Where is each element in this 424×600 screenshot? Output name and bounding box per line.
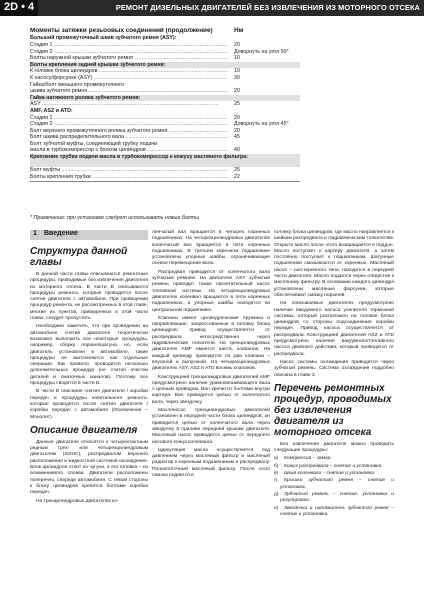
- list-marker: б): [274, 463, 279, 469]
- torque-row-label: К насосу/форсунке (ASY) .....: [30, 75, 228, 82]
- section-title: Введение: [44, 230, 78, 237]
- torque-row-label: Болт зубчатой муфты, соединяющей трубку подачи: [30, 140, 158, 147]
- torque-table-row: [30, 121, 300, 128]
- torque-table-row: [30, 174, 300, 181]
- torque-table-row: [30, 147, 300, 154]
- paragraph: Циркуляция масла осуществляется под давлением через масляный фильтр и масляный радиатор к коренным подшипникам и распредвалу. Полнопоточный масляный фильтр. После этого смазка подается в: [152, 447, 270, 478]
- torque-table-row: [30, 154, 300, 167]
- torque-table-row: [30, 167, 300, 174]
- paragraph: Масляносос трехцилиндровых двигателей установлен в передней части блока цилиндров; он приводится цепью от коленчатого вала через звездочку в приливе передней крышки двигателя. Масляный насос приводится цепью от переднего носового конца коленвала.: [152, 408, 270, 445]
- torque-row-label: шкива зубчатого ремня .....: [30, 88, 228, 95]
- procedure-list: [274, 456, 394, 518]
- torque-row-value: 25: [234, 167, 240, 174]
- torque-row-value: 45: [234, 134, 240, 141]
- torque-row-value: 20: [234, 127, 240, 134]
- torque-row-value: 20: [234, 41, 240, 48]
- paragraph: В данной части главы описываются ремонтные процедуры, проводимые без извлечения двигателя из моторного отсека. В части В описываются процедуры ремонта, которые проводятся после снятия двигателя с автомобиля. При проведении процедур ремонта, не рассмотренных в этой главе, многие из пунктов, приведенных в этой части главы, следует пропустить.: [30, 272, 148, 322]
- torque-row-label: Крепление трубки подачи масла в турбокомпрессор к кожуху масляного фильтра:: [30, 154, 248, 161]
- list-item: [274, 471, 394, 477]
- list-item: [274, 464, 394, 470]
- paragraph: На трехцилиндровых двигателях ко-: [36, 498, 119, 504]
- torque-table-row: [30, 49, 300, 56]
- torque-table-unit: Нм: [234, 27, 244, 34]
- paragraph: Необходимо заметить, что при проведении на автомобиле снятия двигателя теоретически возможно выполнить все некоторые процедуры, например, сборку поршня/шатуна, но, если двигатель установлен в автомобиле, такие процедуры не выполняются как отдельные операции. Как правило, проводится несколько дополнительных процедур (не считая очистки деталей и смазочных каналов). Поэтому все процедуры сводятся в части В.: [30, 324, 148, 387]
- torque-row-label: Стадия 1 .....: [30, 115, 228, 122]
- torque-row-value: Доворнуть на угол 45°: [234, 121, 289, 128]
- text-column-3: [274, 230, 394, 519]
- paragraph: Данные двигатели относятся к четырехтактным рядным трех- или четырехцилиндровым двигателям (SOHC), распредвалом верхнего расположения и жидкостной системой охлаждения. Блок цилиндров отлит из чугуна, а его головка – из алюминиевого сплава. Двигатели расположены поперечно, спереди автомобиля. С левой стороны к блоку цилиндров крепится болтами коробка передач.: [30, 439, 148, 496]
- torque-row-value: 40: [234, 147, 240, 154]
- torque-table-row: [30, 62, 300, 69]
- torque-row-label: Болт шкива распределительного вала .....: [30, 134, 228, 141]
- list-item-text: Кожух распредвала – снятие и установка.: [284, 463, 383, 469]
- table-note: * Примечание: при установке следует использовать новые болты: [30, 215, 199, 221]
- page-header: [0, 0, 424, 16]
- list-marker: г): [274, 478, 278, 484]
- text-column-1: [30, 230, 148, 507]
- torque-table-row: [30, 55, 300, 62]
- paragraph: Насос системы охлаждения приводится через зубчатый ремень. Система охлаждения подробно описана в главе 3.: [274, 359, 394, 378]
- torque-table: [30, 28, 300, 182]
- torque-row-label: Болт муфты .....: [30, 167, 228, 174]
- torque-table-row: [30, 101, 300, 108]
- torque-row-label: Стадия 1 .....: [30, 42, 228, 49]
- torque-table-row: [30, 128, 300, 135]
- list-marker: в): [274, 471, 279, 477]
- torque-table-row: [30, 35, 300, 42]
- heading-structure: Структура данной главы: [30, 246, 128, 268]
- paragraph: На описываемых двигателях предусмотрено наличие вакуумного насоса усилителя тормозной системы, который расположен на головке блока цилиндров со стороны подсоединения коробки передач. Привод насоса осуществляется от распредвала. Конструкцией двигателей ASZ и ATD предусмотрено наличие вакуумного/топливного насоса двойного действия, который приводится от распредвала.: [274, 301, 394, 357]
- torque-row-value: 20: [234, 88, 240, 95]
- paragraph: ленчатый вал вращается в четырех коренных подшипниках. На четырехцилиндровых двигателях коленчатый вал вращается в пяти коренных подшипниках. В третьем коренном подшипнике установлены упорные шайбы, ограничивающие осевое перемещение вала.: [152, 230, 270, 267]
- torque-table-row: [30, 95, 300, 102]
- torque-row-label: Болт верхнего промежуточного ролика зубчатого ремня .....: [30, 128, 228, 135]
- paragraph: Распредвал приводится от коленчатого вала зубчатым ремнем. На двигателе ASY зубчатый ремень приводит также нагнетательный насос топливной системы. На четырехцилиндровых двигателях коленвал вращается в пяти коренных подшипниках, а упорные шайбы находятся на центральном подшипнике.: [152, 269, 270, 313]
- list-item: [274, 492, 394, 505]
- torque-row-label: К головке блока цилиндров .....: [30, 68, 228, 75]
- torque-table-rows: [30, 35, 300, 180]
- list-item-text: Шкив коленвала – снятие и установка.: [284, 471, 376, 477]
- torque-row-value: 30: [234, 74, 240, 81]
- torque-row-label: Болты крепления трубки .....: [30, 174, 228, 181]
- torque-row-value: 10: [234, 68, 240, 75]
- torque-row-value: 25: [234, 101, 240, 108]
- torque-row-label: Гайка натяжного ролика зубчатого ремня:: [30, 94, 141, 101]
- section-header-bar: [30, 230, 148, 240]
- paragraph: В части Е описания снятия двигателя / коробки передач и процедуры капитального ремонта, которые проводятся после снятия двигателя / коробки передач с автомобиля (Исключение – Монолит).: [30, 389, 148, 420]
- list-item-text: Компрессия – замер.: [284, 456, 332, 462]
- list-item: [274, 506, 394, 519]
- list-marker: е): [274, 505, 279, 511]
- chapter-title: РЕМОНТ ДИЗЕЛЬНЫХ ДВИГАТЕЛЕЙ БЕЗ ИЗВЛЕЧЕНИЯ ИЗ МОТОРНОГО ОТСЕКА: [115, 3, 420, 12]
- torque-table-row: [30, 141, 300, 148]
- page-number: 2D • 4: [4, 1, 35, 13]
- torque-table-row: [30, 68, 300, 75]
- paragraph: Клапаны имеют цилиндрические пружины и направляющие, запрессованные в головку блока цилиндров; привод осуществляется от распредвала непосредственно через гидравлические толкатели. На трехцилиндровых двигателях AMF имеется шесть клапанов. На каждый цилиндр приходится по два клапана – впускной и выпускной. На четырехцилиндровых двигателях ASY, ASZ и ATD восемь клапанов.: [152, 315, 270, 372]
- torque-row-label: Болты крепления задней крышки зубчатого ремня:: [30, 61, 166, 68]
- torque-table-row: [30, 134, 300, 141]
- list-item-text: Крышки зубчатого ремня – снятие и установка.: [280, 478, 394, 490]
- torque-row-label: AMF, ASZ и ATD:: [30, 107, 73, 114]
- torque-table-header: [30, 28, 300, 35]
- paragraph: Конструкцией трехцилиндровых двигателей AMF предусмотрено наличие уравновешивающего вала с цепным приводом. Вал крепится болтами внутри картера. Вал приводится цепью от коленчатого вала, через звездочку.: [152, 374, 270, 405]
- torque-table-row: [30, 42, 300, 49]
- torque-table-row: [30, 82, 300, 89]
- torque-table-title: Моменты затяжки резьбовых соединений (продолжение): [30, 28, 213, 34]
- torque-row-value: 22: [234, 173, 240, 180]
- torque-row-label: масла в турбокомпрессор с блоком цилиндров .....: [30, 147, 228, 154]
- torque-row-label: Гайка/болт меньшего промежуточного: [30, 81, 125, 88]
- heading-engine-description: Описание двигателя: [30, 424, 138, 436]
- section-number: 1: [33, 230, 37, 237]
- paragraph: Без извлечения двигателя можно проводить следующие процедуры:: [274, 441, 394, 454]
- list-item: [274, 456, 394, 462]
- torque-row-label: ASY .....: [30, 101, 228, 108]
- torque-table-row: [30, 88, 300, 95]
- paragraph: головку блока цилиндров, где масло направляется к шейкам распредвала и гидравлическим толкателям. Открыто масло после этого возвращается в поддон. Масло поступает к картеру двигателя, а затем постоянно поступает к подшипникам. Шатунные подшипники смазываются от коренных. Масляный насос – шестеренного типа, находится в передней части двигателя. Масло подается через отверстия к масляному фильтру. В основании каждого цилиндра установлены масляные форсунки, которые обеспечивают смазку поршней.: [274, 230, 394, 298]
- list-item-text: Звездочки и натяжитель зубчатого ремня – снятие и установка.: [280, 505, 394, 517]
- table-bottom-rule: [30, 181, 300, 182]
- torque-row-label: Болты наружной крышки зубчатого ремня .....: [30, 55, 228, 62]
- text-column-2: [152, 230, 270, 481]
- torque-row-label: Больший промежуточный шкив зубчатого ремня (ASY):: [30, 35, 177, 42]
- list-item-text: Зубчатый ремень – снятие, установка и регулировка.: [280, 491, 394, 504]
- list-marker: а): [274, 456, 279, 462]
- torque-row-value: 20: [234, 114, 240, 121]
- list-marker: д): [274, 491, 279, 497]
- torque-table-row: [30, 75, 300, 82]
- torque-row-label: Стадия 2 .....: [30, 49, 228, 56]
- list-item: [274, 478, 394, 491]
- torque-table-row: [30, 115, 300, 122]
- torque-row-value: Доворнуть на угол 90°: [234, 48, 289, 55]
- torque-table-row: [30, 108, 300, 115]
- heading-procedure-list: Перечень ремонтных процедур, проводимых без извлечения двигателя из моторного отсека: [274, 382, 392, 438]
- torque-row-value: 10: [234, 55, 240, 62]
- torque-row-label: Стадия 2 .....: [30, 121, 228, 128]
